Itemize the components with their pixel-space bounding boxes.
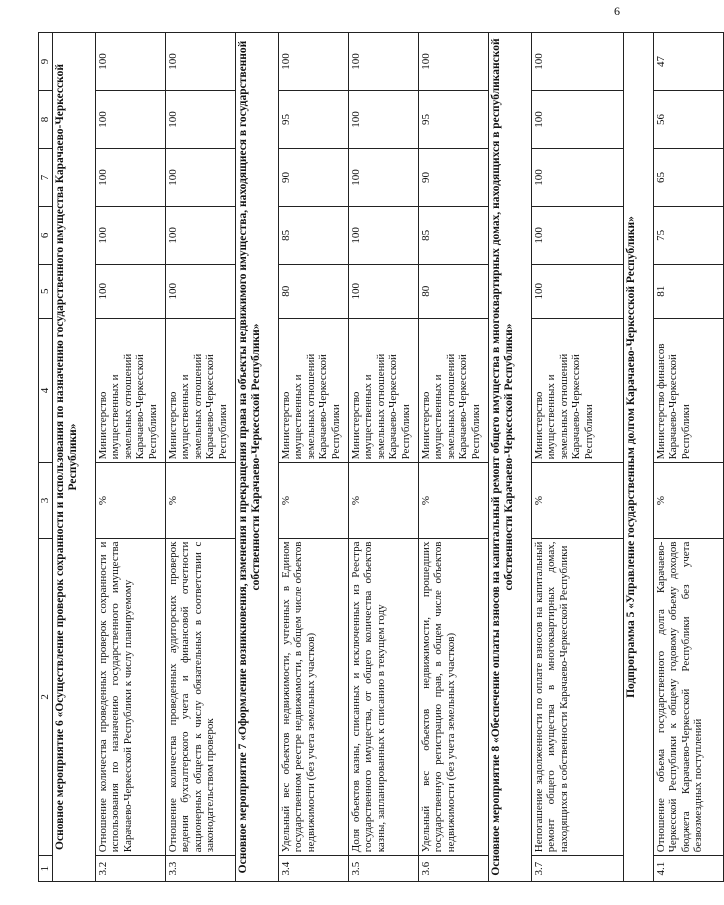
value-col5: 100: [531, 264, 623, 318]
responsible-executor: Министерство имущественных и земельных отношений Карачаево-Черкесской Республики: [95, 318, 165, 463]
value-col8: 95: [278, 91, 348, 149]
responsible-executor: Министерство имущественных и земельных отношений Карачаево-Черкесской Республики: [165, 318, 235, 463]
indicator-name: Отношение количества проведенных проверок сохранности и использования по назначению государственного имущества Карачаево-Черкесской Республики к числу планируемому: [95, 538, 165, 856]
value-col9: 100: [95, 33, 165, 91]
section-title: Основное мероприятие 8 «Обеспечение оплаты взносов на капитальный ремонт общего имущества в многоквартирных домах, находящихся в республиканской собственности Карачаево-Черкесской Республики»: [488, 33, 531, 882]
unit: %: [653, 463, 723, 538]
row-number: 3.6: [418, 856, 488, 882]
value-col9: 100: [418, 33, 488, 91]
header-cell: 9: [39, 33, 53, 91]
value-col6: 85: [418, 206, 488, 264]
value-col9: 100: [165, 33, 235, 91]
section-row: [488, 33, 531, 882]
value-col5: 100: [95, 264, 165, 318]
table-body: [39, 33, 724, 882]
value-col6: 75: [653, 206, 723, 264]
value-col7: 100: [165, 148, 235, 206]
indicators-table: [38, 32, 724, 882]
value-col9: 100: [278, 33, 348, 91]
header-cell: 5: [39, 264, 53, 318]
value-col7: 90: [278, 148, 348, 206]
section-title: Основное мероприятие 6 «Осуществление проверок сохранности и использования по назначению государственного имущества Карачаево-Черкесской Республики»: [52, 33, 95, 882]
value-col5: 100: [165, 264, 235, 318]
value-col5: 80: [418, 264, 488, 318]
rotated-page: [38, 32, 704, 882]
header-cell: 3: [39, 463, 53, 538]
value-col6: 100: [531, 206, 623, 264]
section-row: [623, 33, 653, 882]
value-col9: 100: [348, 33, 418, 91]
section-row: [235, 33, 278, 882]
indicator-name: Удельный вес объектов недвижимости, учтенных в Едином государственном реестре недвижимости, в общем числе объектов недвижимости (без учета земельных участков): [278, 538, 348, 856]
indicator-name: Непогашение задолженности по оплате взносов на капитальный ремонт общего имущества в многоквартирных домах, находящихся в собственности Карачаево-Черкесской Республики: [531, 538, 623, 856]
section-title: Основное мероприятие 7 «Оформление возникновения, изменения и прекращения права на объекты недвижимого имущества, находящиеся в государственной собственности Карачаево-Черкесской Республики»: [235, 33, 278, 882]
row-number: 3.2: [95, 856, 165, 882]
header-cell: 7: [39, 148, 53, 206]
unit: %: [418, 463, 488, 538]
header-row: [39, 33, 53, 882]
indicator-name: Отношение количества проведенных аудиторских проверок ведения бухгалтерского учета и финансовой отчетности акционерных обществ к числу обязательных в соответствии с законодательством проверок: [165, 538, 235, 856]
value-col7: 100: [531, 148, 623, 206]
table-row: [278, 33, 348, 882]
value-col7: 100: [348, 148, 418, 206]
indicator-name: Доля объектов казны, списанных и исключенных из Реестра государственного имущества, от общего количества объектов казны, запланированных к списанию в текущем году: [348, 538, 418, 856]
value-col8: 100: [165, 91, 235, 149]
table-row: [531, 33, 623, 882]
value-col6: 100: [165, 206, 235, 264]
value-col7: 100: [95, 148, 165, 206]
value-col5: 81: [653, 264, 723, 318]
table-row: [95, 33, 165, 882]
value-col6: 100: [95, 206, 165, 264]
value-col5: 80: [278, 264, 348, 318]
responsible-executor: Министерство имущественных и земельных отношений Карачаево-Черкесской Республики: [418, 318, 488, 463]
value-col7: 65: [653, 148, 723, 206]
table-row: [418, 33, 488, 882]
header-cell: 2: [39, 538, 53, 856]
header-cell: 1: [39, 856, 53, 882]
value-col8: 100: [348, 91, 418, 149]
row-number: 3.5: [348, 856, 418, 882]
unit: %: [531, 463, 623, 538]
unit: %: [348, 463, 418, 538]
value-col6: 100: [348, 206, 418, 264]
table-row: [653, 33, 723, 882]
page-number: 6: [614, 4, 620, 18]
value-col8: 100: [95, 91, 165, 149]
responsible-executor: Министерство имущественных и земельных отношений Карачаево-Черкесской Республики: [348, 318, 418, 463]
responsible-executor: Министерство имущественных и земельных отношений Карачаево-Черкесской Республики: [531, 318, 623, 463]
value-col9: 100: [531, 33, 623, 91]
value-col8: 100: [531, 91, 623, 149]
value-col8: 95: [418, 91, 488, 149]
section-row: [52, 33, 95, 882]
value-col5: 100: [348, 264, 418, 318]
unit: %: [95, 463, 165, 538]
table-row: [165, 33, 235, 882]
row-number: 3.3: [165, 856, 235, 882]
row-number: 3.4: [278, 856, 348, 882]
table-row: [348, 33, 418, 882]
row-number: 3.7: [531, 856, 623, 882]
value-col7: 90: [418, 148, 488, 206]
unit: %: [278, 463, 348, 538]
responsible-executor: Министерство имущественных и земельных отношений Карачаево-Черкесской Республики: [278, 318, 348, 463]
responsible-executor: Министерство финансов Карачаево-Черкесской Республики: [653, 318, 723, 463]
indicator-name: Удельный вес объектов недвижимости, прошедших государственную регистрацию прав, в общем числе объектов недвижимости (без учета земельных участков): [418, 538, 488, 856]
header-cell: 4: [39, 318, 53, 463]
value-col6: 85: [278, 206, 348, 264]
value-col8: 56: [653, 91, 723, 149]
header-cell: 8: [39, 91, 53, 149]
section-title: Подпрограмма 5 «Управление государственным долгом Карачаево-Черкесской Республики»: [623, 33, 653, 882]
unit: %: [165, 463, 235, 538]
indicator-name: Отношение объема государственного долга Карачаево-Черкесской Республики к общему годовому объему доходов бюджета Карачаево-Черкесской Республики без учета безвозмездных поступлений: [653, 538, 723, 856]
value-col9: 47: [653, 33, 723, 91]
row-number: 4.1: [653, 856, 723, 882]
header-cell: 6: [39, 206, 53, 264]
